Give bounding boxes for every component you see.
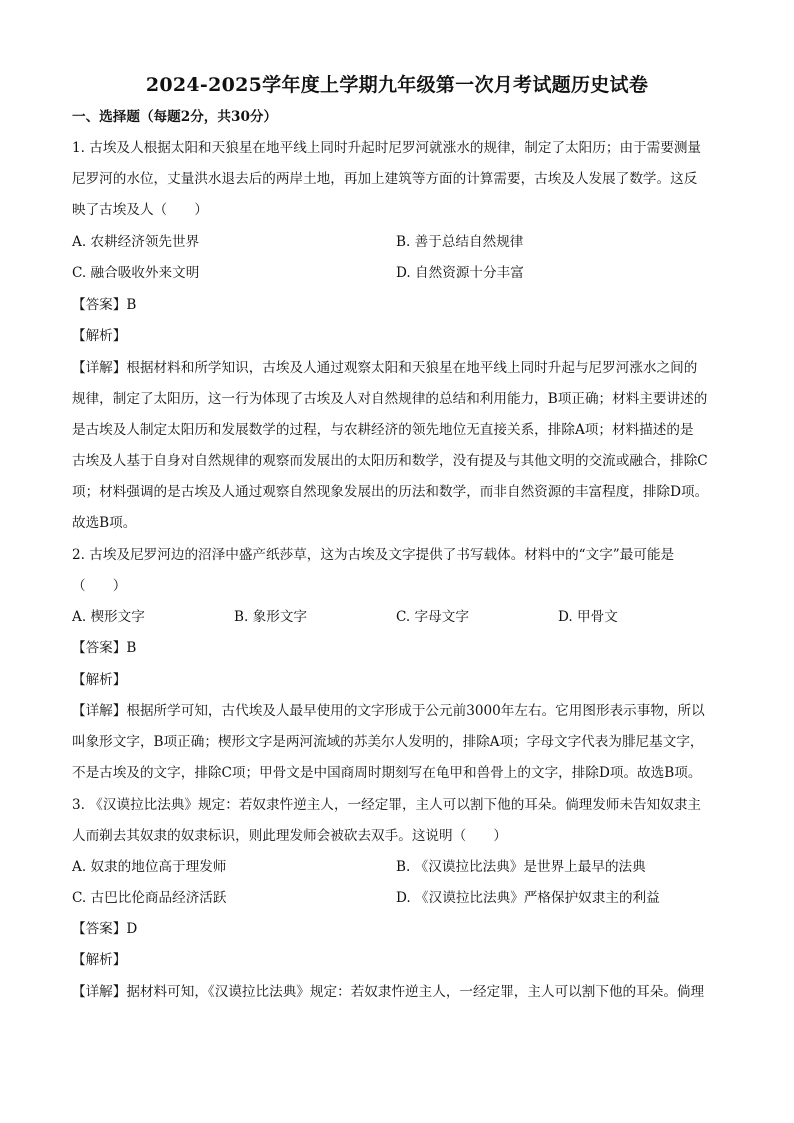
question-1-answer: 【答案】B [72, 297, 137, 313]
question-2-detail-line-3: 不是古埃及的文字，排除C项；甲骨文是中国商周时期刻写在龟甲和兽骨上的文字，排除D项。故选B项。 [72, 765, 702, 781]
question-3-detail-line-1: 【详解】据材料可知，《汉谟拉比法典》规定：若奴隶忤逆主人，一经定罪，主人可以割下他的耳朵。倘理 [72, 984, 705, 1000]
question-3-answer: 【答案】D [72, 921, 138, 937]
question-1-detail-line-3: 是古埃及人制定太阳历和发展数学的过程，与农耕经济的领先地位无直接关系，排除A项；材料描述的是 [72, 422, 694, 438]
question-2-stem-line-1: 2. 古埃及尼罗河边的沼泽中盛产纸莎草，这为古埃及文字提供了书写载体。材料中的“文字”最可能是 [72, 547, 675, 563]
page-title: 2024-2025学年度上学期九年级第一次月考试题历史试卷 [145, 74, 649, 96]
question-1-analysis-label: 【解析】 [72, 328, 127, 344]
section-heading: 一、选择题（每题2分，共30分） [72, 109, 278, 125]
question-1-detail-line-6: 故选B项。 [72, 515, 137, 531]
question-2-option-d: D. 甲骨文 [558, 609, 618, 625]
question-1-option-b: B. 善于总结自然规律 [396, 234, 524, 250]
question-3-option-c: C. 古巴比伦商品经济活跃 [72, 890, 227, 906]
question-1-stem-line-2: 尼罗河的水位，丈量洪水退去后的两岸土地，再加上建筑等方面的计算需要，古埃及人发展了数学。这反 [72, 171, 698, 187]
question-2-stem-line-2: （ ） [72, 578, 127, 594]
question-3-stem-line-1: 3. 《汉谟拉比法典》规定：若奴隶忤逆主人，一经定罪，主人可以割下他的耳朵。倘理发师未告知奴隶主 [72, 797, 702, 813]
question-2-option-a: A. 楔形文字 [72, 609, 145, 625]
question-1-detail-line-5: 项；材料强调的是古埃及人通过观察自然现象发展出的历法和数学，而非自然资源的丰富程度，排除D项。 [72, 484, 709, 500]
question-2-analysis-label: 【解析】 [72, 672, 127, 688]
question-3-analysis-label: 【解析】 [72, 952, 127, 968]
question-2-detail-line-2: 叫象形文字，B项正确；楔形文字是两河流域的苏美尔人发明的，排除A项；字母文字代表为腓尼基文字， [72, 734, 704, 750]
question-2-answer: 【答案】B [72, 640, 137, 656]
question-1-option-a: A. 农耕经济领先世界 [72, 234, 200, 250]
question-1-stem-line-3: 映了古埃及人（ ） [72, 202, 208, 218]
question-1-stem-line-1: 1. 古埃及人根据太阳和天狼星在地平线上同时升起时尼罗河就涨水的规律，制定了太阳历；由于需要测量 [72, 140, 702, 156]
question-1-option-c: C. 融合吸收外来文明 [72, 265, 200, 281]
question-3-option-a: A. 奴隶的地位高于理发师 [72, 859, 227, 875]
question-1-detail-line-4: 古埃及人基于自身对自然规律的观察而发展出的太阳历和数学，没有提及与其他文明的交流或融合，排除C [72, 453, 708, 469]
question-2-option-c: C. 字母文字 [396, 609, 469, 625]
question-2-option-b: B. 象形文字 [234, 609, 308, 625]
question-2-detail-line-1: 【详解】根据所学可知，古代埃及人最早使用的文字形成于公元前3000年左右。它用图形表示事物，所以 [72, 703, 705, 719]
question-1-option-d: D. 自然资源十分丰富 [396, 265, 524, 281]
question-1-detail-line-1: 【详解】根据材料和所学知识，古埃及人通过观察太阳和天狼星在地平线上同时升起与尼罗河涨水之间的 [72, 360, 698, 376]
question-1-detail-line-2: 规律，制定了太阳历，这一行为体现了古埃及人对自然规律的总结和利用能力，B项正确；材料主要讲述的 [72, 391, 708, 407]
question-3-option-b: B. 《汉谟拉比法典》是世界上最早的法典 [396, 859, 646, 875]
question-3-stem-line-2: 人而剃去其奴隶的奴隶标识，则此理发师会被砍去双手。这说明（ ） [72, 828, 507, 844]
question-3-option-d: D. 《汉谟拉比法典》严格保护奴隶主的利益 [396, 890, 660, 906]
